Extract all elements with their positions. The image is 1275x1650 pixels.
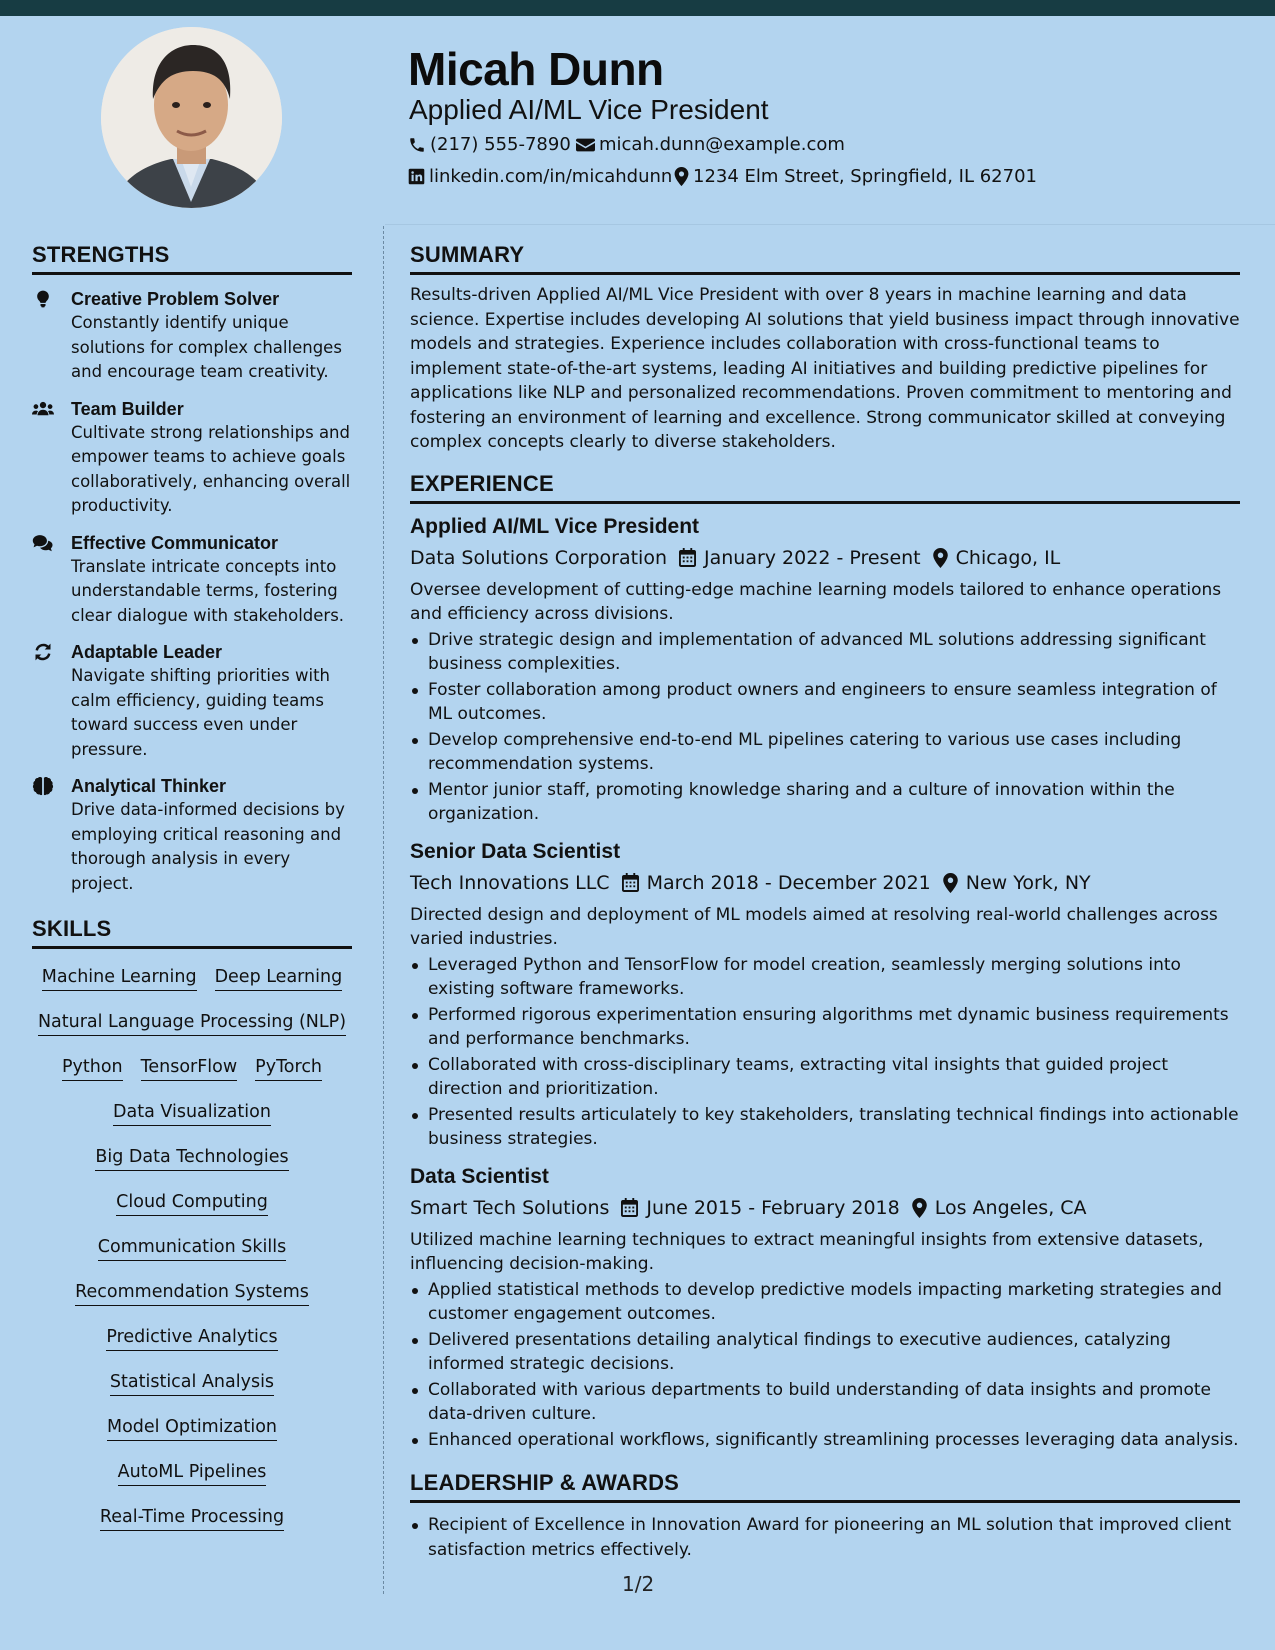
skill-tag: AutoML Pipelines [118, 1462, 267, 1486]
candidate-name: Micah Dunn [408, 43, 664, 95]
strength-item [32, 640, 352, 762]
job-bullet: Foster collaboration among product owners and engineers to ensure seamless integration of ML outcomes. [410, 678, 1240, 727]
skill-row [118, 1452, 267, 1497]
header-separator [385, 224, 1275, 225]
job-meta [410, 867, 1240, 899]
skill-row [116, 1182, 268, 1227]
strength-item [32, 531, 352, 629]
skill-tag: Python [62, 1057, 123, 1081]
job-location: New York, NY [965, 871, 1091, 894]
brain-icon [32, 776, 54, 796]
job-description: Oversee development of cutting-edge machine learning models tailored to enhance operations and efficiency across divisions. [410, 579, 1222, 624]
job-meta [410, 1192, 1240, 1224]
linkedin-contact[interactable] [408, 166, 672, 187]
strength-desc: Translate intricate concepts into understandable terms, fostering clear dialogue with stakeholders. [71, 556, 345, 625]
phone-text: (217) 555-7890 [430, 134, 571, 155]
map-marker-icon [943, 873, 958, 893]
strength-title: Effective Communicator [71, 532, 279, 553]
column-divider [383, 226, 384, 1594]
summary-heading: SUMMARY [410, 242, 1240, 275]
strength-item [32, 397, 352, 519]
awards-list [410, 1513, 1240, 1562]
job-bullets [410, 953, 1240, 1152]
profile-photo [101, 27, 282, 208]
page-number: 1/2 [622, 1572, 655, 1596]
skill-tag: PyTorch [255, 1057, 322, 1081]
strength-desc: Drive data-informed decisions by employing critical reasoning and thorough analysis in every project. [71, 800, 345, 893]
job-dates: January 2022 - Present [703, 546, 921, 569]
sync-icon [32, 642, 54, 662]
strength-desc: Navigate shifting priorities with calm efficiency, guiding teams toward success even under pressure. [71, 666, 330, 759]
address-text: 1234 Elm Street, Springfield, IL 62701 [693, 166, 1037, 187]
skill-row [75, 1272, 309, 1317]
skill-tag: Real-Time Processing [100, 1507, 284, 1531]
phone-contact[interactable] [408, 134, 571, 155]
map-marker-icon [912, 1198, 927, 1218]
job-bullet: Delivered presentations detailing analytical findings to executive audiences, catalyzing informed strategic decisions. [410, 1328, 1240, 1377]
lightbulb-icon [32, 289, 54, 309]
job-company: Tech Innovations LLC [410, 871, 610, 894]
map-marker-icon [933, 548, 948, 568]
experience-heading: EXPERIENCE [410, 471, 1240, 504]
strength-item [32, 287, 352, 385]
job-bullets [410, 1278, 1240, 1453]
phone-icon [408, 136, 426, 154]
skill-row [95, 1137, 288, 1182]
skill-tag: Cloud Computing [116, 1192, 268, 1216]
awards-heading: LEADERSHIP & AWARDS [410, 1470, 1240, 1503]
job-title: Senior Data Scientist [410, 839, 621, 863]
email-contact[interactable] [576, 134, 845, 155]
job-bullet: Enhanced operational workflows, significantly streamlining processes leveraging data analysis. [410, 1428, 1240, 1453]
strength-desc: Constantly identify unique solutions for complex challenges and encourage team creativity. [71, 313, 342, 381]
job-bullet: Develop comprehensive end-to-end ML pipelines catering to various use cases including recommendation systems. [410, 728, 1240, 777]
job-title: Applied AI/ML Vice President [410, 514, 700, 538]
job-meta [410, 542, 1240, 574]
users-icon [32, 399, 54, 419]
job-bullet: Drive strategic design and implementation of advanced ML solutions addressing significant business complexities. [410, 628, 1240, 677]
left-column [32, 242, 352, 1542]
strength-title: Analytical Thinker [71, 776, 227, 796]
strengths-heading: STRENGTHS [32, 242, 352, 275]
skill-tag: Big Data Technologies [95, 1147, 288, 1171]
right-column [410, 242, 1240, 1562]
job-entry [410, 837, 1240, 1152]
skill-tag: Model Optimization [107, 1417, 277, 1441]
job-entry [410, 512, 1240, 827]
job-bullet: Collaborated with various departments to build understanding of data insights and promote data-driven culture. [410, 1378, 1240, 1427]
skill-tag: Communication Skills [98, 1237, 286, 1261]
job-company: Smart Tech Solutions [410, 1196, 610, 1219]
job-bullet: Leveraged Python and TensorFlow for model creation, seamlessly merging solutions into existing software frameworks. [410, 953, 1240, 1002]
job-location: Los Angeles, CA [934, 1196, 1087, 1219]
summary-text: Results-driven Applied AI/ML Vice President with over 8 years in machine learning and data science. Expertise includes developing AI solutions that yield business impact through innovative models and strategies. Experience includes collaboration with cross-functional teams to implement state-of-the-art systems, leading AI initiatives and building predictive pipelines for applications like NLP and personalized recommendations. Proven commitment to mentoring and fostering an environment of learning and excellence. Strong communicator skilled at conveying complex concepts clearly to diverse stakeholders. [410, 285, 1240, 452]
job-bullets [410, 628, 1240, 827]
skill-row [113, 1092, 271, 1137]
address-contact [674, 166, 1037, 187]
strength-desc: Cultivate strong relationships and empower teams to achieve goals collaboratively, enhancing overall productivity. [71, 422, 351, 515]
skill-row [106, 1317, 277, 1362]
job-bullet: Performed rigorous experimentation ensuring algorithms met dynamic business requirements and performance benchmarks. [410, 1003, 1240, 1052]
skill-row [107, 1407, 277, 1452]
experience-list [410, 512, 1240, 1453]
calendar-icon [621, 1198, 638, 1217]
strength-item [32, 774, 352, 896]
calendar-icon [679, 548, 696, 567]
linkedin-icon [408, 168, 425, 185]
skill-tag: Deep Learning [215, 967, 343, 991]
strength-title: Adaptable Leader [71, 642, 223, 662]
email-text: micah.dunn@example.com [599, 134, 845, 155]
job-entry [410, 1162, 1240, 1453]
skill-tag: Statistical Analysis [110, 1372, 274, 1396]
strength-title: Creative Problem Solver [71, 289, 280, 309]
skill-row [98, 1227, 286, 1272]
job-description: Utilized machine learning techniques to extract meaningful insights from extensive datasets, influencing decision-making. [410, 1229, 1204, 1274]
award-item: Recipient of Excellence in Innovation Award for pioneering an ML solution that improved client satisfaction metrics effectively. [410, 1513, 1240, 1562]
job-bullet: Applied statistical methods to develop predictive models impacting marketing strategies and customer engagement outcomes. [410, 1278, 1240, 1327]
skill-row [62, 1047, 322, 1092]
job-bullet: Collaborated with cross-disciplinary teams, extracting vital insights that guided project direction and prioritization. [410, 1053, 1240, 1102]
skill-row [42, 957, 342, 1002]
skill-tag: Predictive Analytics [106, 1327, 277, 1351]
skill-tag: TensorFlow [141, 1057, 238, 1081]
skill-row [38, 1002, 346, 1047]
skills-list [32, 957, 352, 1542]
job-description: Directed design and deployment of ML models aimed at resolving real-world challenges across varied industries. [410, 904, 1218, 949]
comments-icon [32, 533, 54, 553]
job-dates: March 2018 - December 2021 [646, 871, 931, 894]
job-dates: June 2015 - February 2018 [646, 1196, 900, 1219]
skills-heading: SKILLS [32, 916, 352, 949]
skill-row [110, 1362, 274, 1407]
skill-tag: Recommendation Systems [75, 1282, 309, 1306]
job-bullet: Mentor junior staff, promoting knowledge sharing and a culture of innovation within the organization. [410, 778, 1240, 827]
skill-row [100, 1497, 284, 1542]
skill-tag: Data Visualization [113, 1102, 271, 1126]
job-company: Data Solutions Corporation [410, 546, 667, 569]
linkedin-text: linkedin.com/in/micahdunn [429, 166, 673, 187]
skill-tag: Natural Language Processing (NLP) [38, 1012, 346, 1036]
map-marker-icon [674, 167, 689, 186]
job-location: Chicago, IL [955, 546, 1061, 569]
calendar-icon [622, 873, 639, 892]
job-title: Data Scientist [410, 1164, 549, 1188]
job-bullet: Presented results articulately to key stakeholders, translating technical findings into actionable business strategies. [410, 1103, 1240, 1152]
skill-tag: Machine Learning [42, 967, 197, 991]
envelope-icon [576, 137, 595, 153]
strength-title: Team Builder [71, 398, 184, 419]
candidate-title: Applied AI/ML Vice President [409, 94, 769, 125]
top-bar [0, 0, 1275, 16]
